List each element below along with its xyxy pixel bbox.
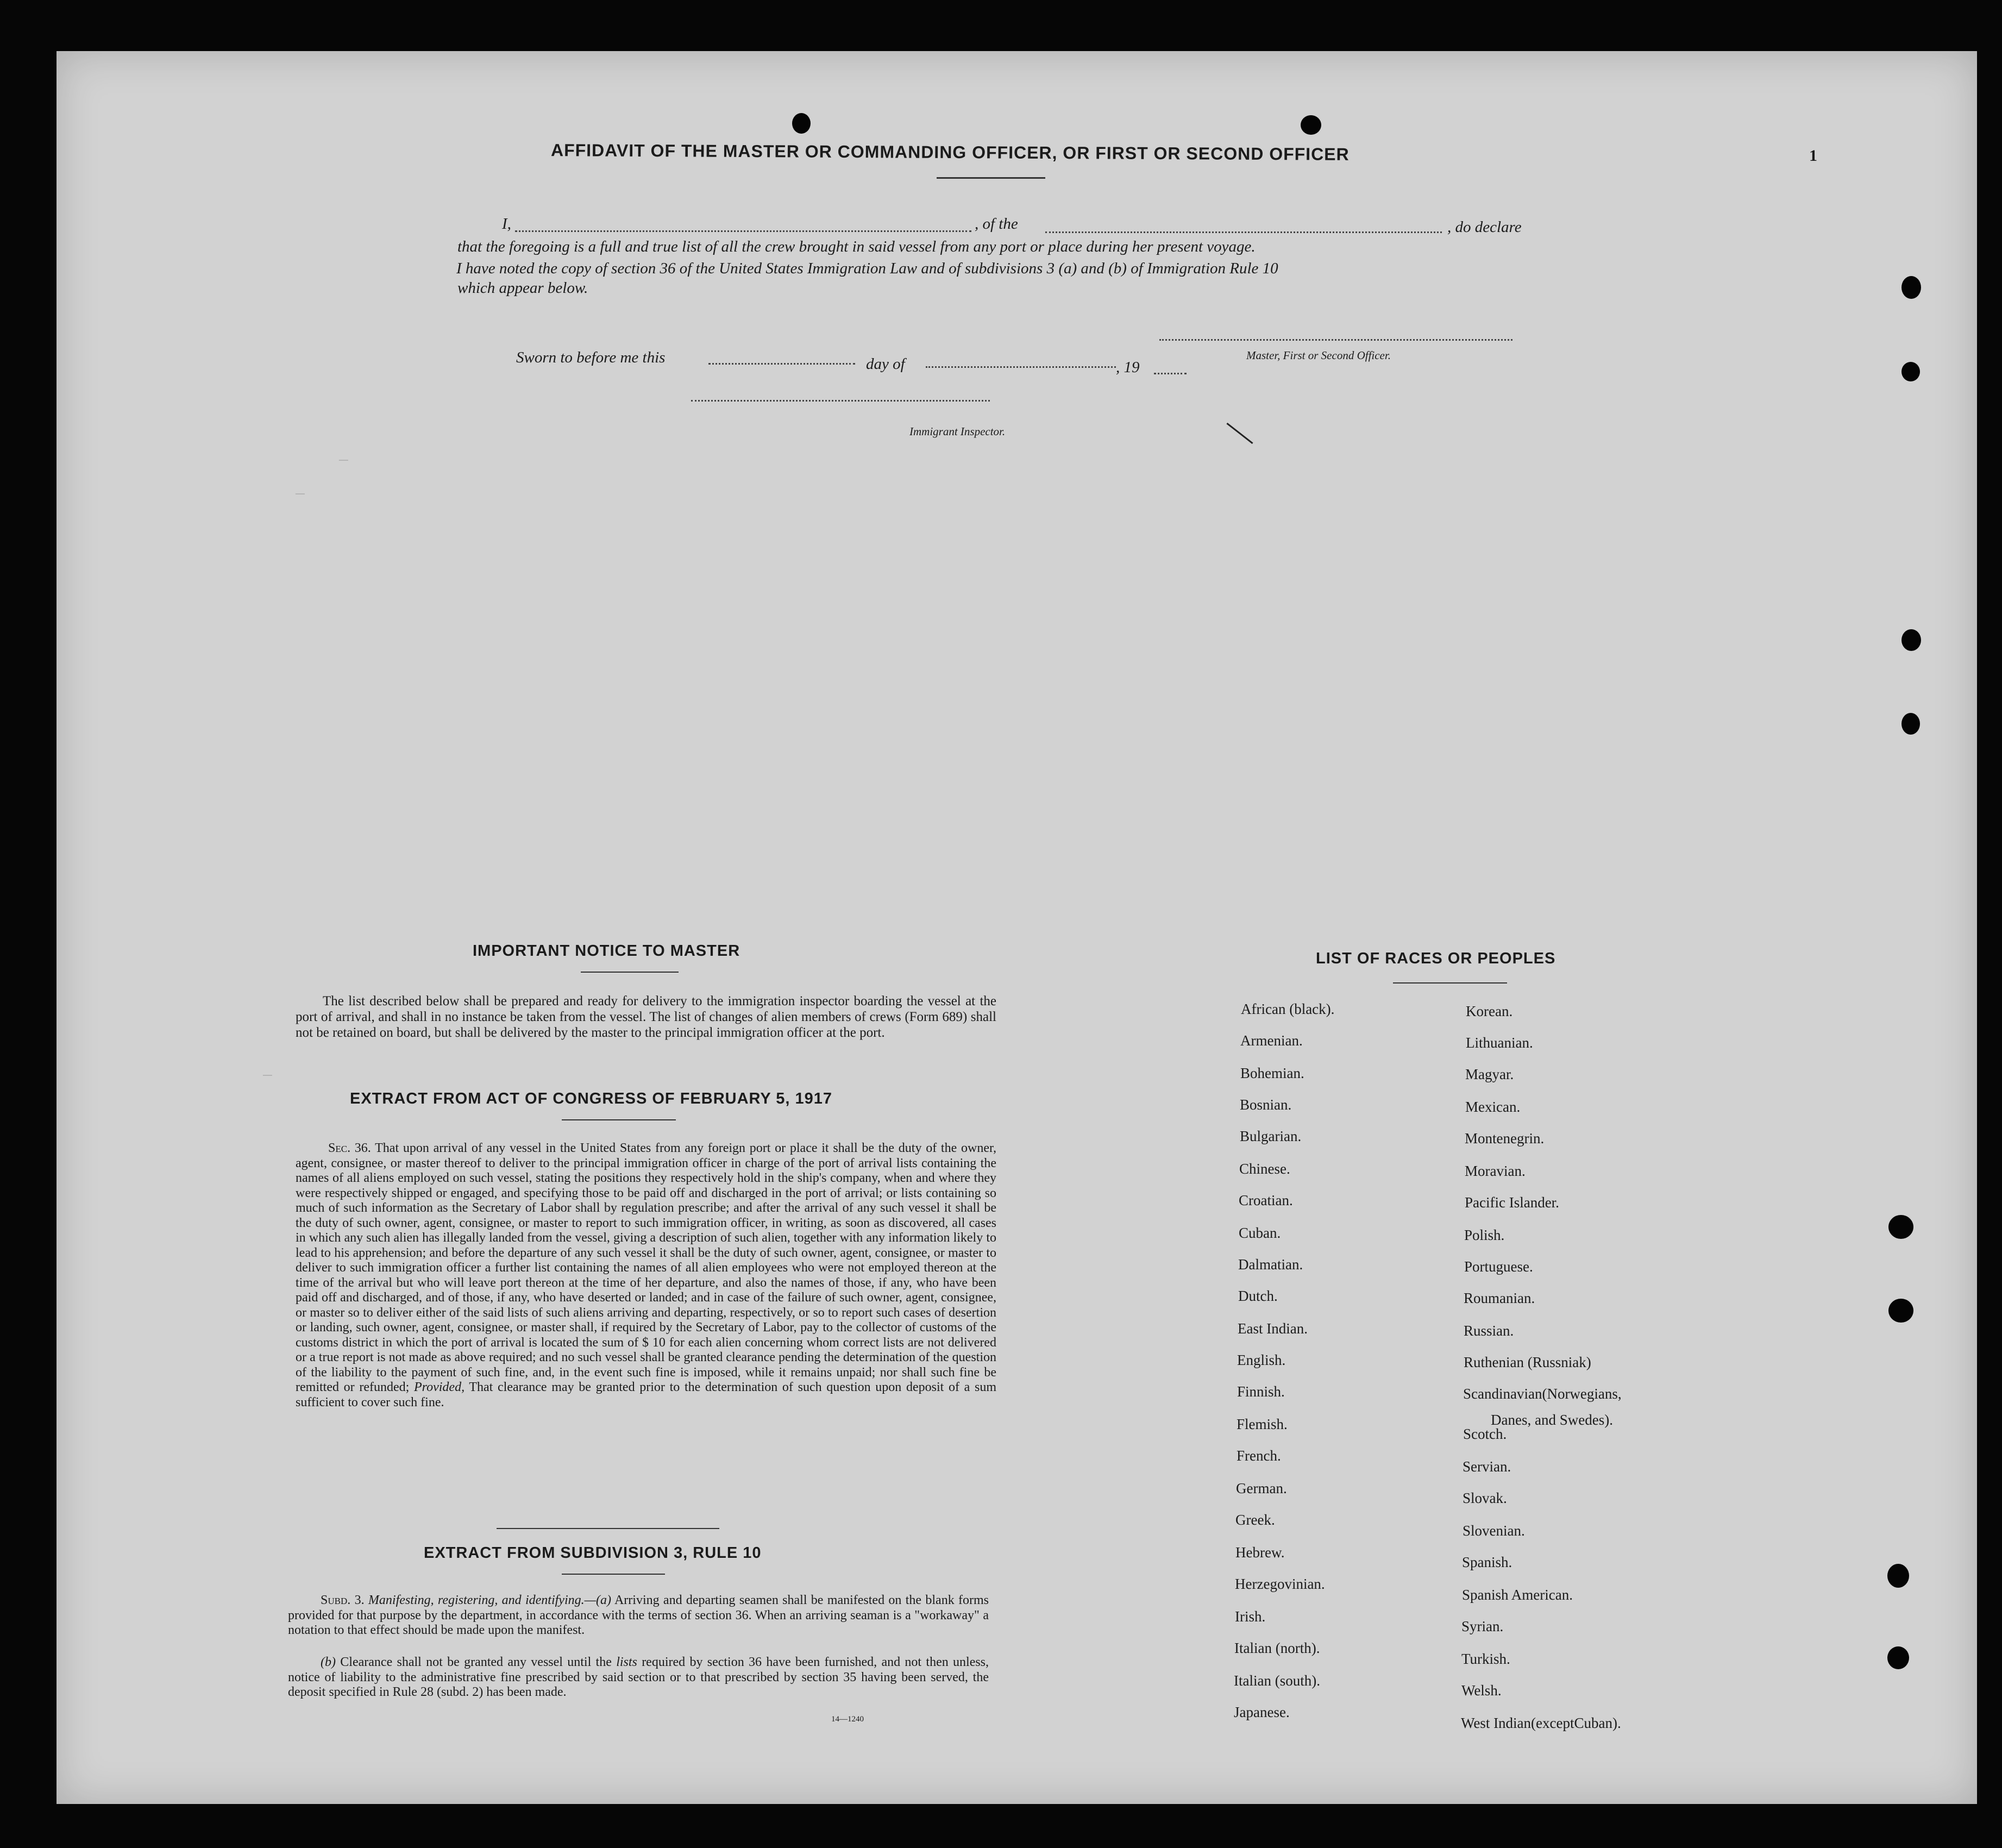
sec-36-text: That upon arrival of any vessel in the United States from any foreign port or place it shall be the duty of the owner, agent, consignee, or master thereof to deliver to the principal immigration officer in charge of the port of arrival lists containing the names of all aliens employed on such vessel, stating the positions they respectively hold in the ship's company, when and where they were respectively shipped or engaged, and specifying those to be paid off and discharged in the port of arrival; or lists containing so much of such information as the Secretary of Labor shall by regulation prescribe; and after the arrival of any such vessel it shall be the duty of such owner, agent, consignee, or master to report to such immigration officer, in writing, as soon as discovered, all cases in which any such alien has illegally landed from the vessel, giving a description of such alien, together with any information likely to lead to his apprehension; and before the departure of any such vessel it shall be the duty of such owner, agent, consignee, or master to deliver to such immigration officer a further list containing the names of all alien employees who were not employed thereon at the time of the arrival but who will leave port thereon at the time of her departure, and also the names of those, if any, who have been paid off and discharged, and of those, if any, who have deserted or landed; and in case of the failure of such owner, agent, consignee, or master so to deliver either of the said lists of such aliens arriving and departing, respectively, or so to report such cases of desertion or landing, such owner, agent, consignee, or master shall, if required by the Secretary of Labor, pay to the collector of customs of the customs district in which the port of arrival is located the sum of $ 10 for each alien concerning whom correct lists are not delivered or a true report is not made as above required; and no such vessel shall be granted clearance pending the determination of the question of the liability to the payment of such fine, and, in the event such fine is imposed, while it remains unpaid; nor shall such fine be remitted or refunded; <box>296 1141 997 1394</box>
race-item: English. <box>1237 1352 1286 1368</box>
of-the-label: , of the <box>975 215 1018 233</box>
race-item: Pacific Islander. <box>1465 1194 1559 1211</box>
race-item: West Indian(exceptCuban). <box>1461 1715 1621 1731</box>
subd-heading: Manifesting, registering, and identifying.—(a) <box>368 1593 611 1607</box>
punch-hole <box>792 113 811 134</box>
race-item: German. <box>1236 1480 1287 1496</box>
race-item: Scandinavian(Norwegians, <box>1463 1386 1622 1402</box>
pen-mark <box>1226 423 1253 444</box>
race-item: Roumanian. <box>1464 1290 1535 1306</box>
sworn-label: Sworn to before me this <box>516 349 666 366</box>
bleed-through-mark: — <box>263 1067 272 1084</box>
race-item: Herzegovinian. <box>1235 1576 1325 1592</box>
race-item: Dalmatian. <box>1238 1256 1303 1273</box>
affidavit-line2: that the foregoing is a full and true list of all the crew brought in said vessel from any port or place during her present voyage. <box>457 238 1256 255</box>
race-item: Scotch. <box>1463 1426 1507 1442</box>
race-item: Slovak. <box>1463 1490 1507 1506</box>
subd-label: Subd. 3. <box>321 1593 365 1607</box>
i-label: I, <box>502 215 511 233</box>
race-item: Armenian. <box>1240 1032 1303 1049</box>
race-item: Servian. <box>1463 1458 1511 1475</box>
race-item: Cuban. <box>1239 1225 1281 1241</box>
race-item: Chinese. <box>1239 1161 1290 1177</box>
subd-b-text-2: required by section 36 have been furnished, and not then unless, notice of liability to the administrative fine prescribed by said section or to that prescribed by section 35 having been served, the deposit specified in Rule 28 (subd. 2) has been made. <box>288 1655 989 1699</box>
race-item: Bulgarian. <box>1240 1128 1302 1144</box>
race-item: Portuguese. <box>1464 1258 1533 1275</box>
race-item: Italian (south). <box>1234 1672 1320 1689</box>
punch-hole <box>1887 1646 1909 1669</box>
races-rule <box>1393 982 1507 983</box>
race-item-continuation: Danes, and Swedes). <box>1491 1412 1613 1428</box>
rule-title: EXTRACT FROM SUBDIVISION 3, RULE 10 <box>424 1544 762 1562</box>
race-item: Magyar. <box>1465 1066 1514 1082</box>
race-item: Bohemian. <box>1240 1065 1304 1081</box>
race-item: Greek. <box>1235 1512 1275 1528</box>
bleed-through-mark: — <box>339 452 348 469</box>
act-end-rule <box>497 1528 719 1529</box>
punch-hole <box>1888 1215 1913 1239</box>
rule-text-b <box>288 1655 989 1700</box>
document-page <box>57 51 1977 1804</box>
inspector-signature-line <box>691 400 990 402</box>
month-field-line <box>926 366 1116 368</box>
race-item: Lithuanian. <box>1466 1035 1533 1051</box>
race-item: Montenegrin. <box>1465 1130 1545 1147</box>
race-item: Bosnian. <box>1240 1097 1292 1113</box>
year-label: , 19 <box>1116 359 1140 376</box>
punch-hole <box>1901 713 1920 735</box>
race-item: Spanish. <box>1462 1554 1513 1570</box>
race-item: Japanese. <box>1234 1704 1290 1720</box>
subd-b-text-1: Clearance shall not be granted any vessel until the <box>340 1655 612 1669</box>
race-item: Mexican. <box>1465 1099 1521 1115</box>
form-number: 14—1240 <box>831 1715 864 1724</box>
race-item: Ruthenian (Russniak) <box>1464 1354 1591 1370</box>
race-item: Korean. <box>1466 1003 1513 1019</box>
affidavit-line3: I have noted the copy of section 36 of the United States Immigration Law and of subdivisions 3 (a) and (b) of Immigration Rule 10 <box>456 260 1278 277</box>
race-item: Dutch. <box>1238 1288 1278 1304</box>
title-rule <box>937 177 1045 179</box>
punch-hole <box>1888 1299 1913 1323</box>
affidavit-line4: which appear below. <box>457 279 588 297</box>
race-item: African (black). <box>1241 1001 1335 1017</box>
name-field-line <box>515 230 971 232</box>
race-item: Flemish. <box>1237 1416 1288 1432</box>
year-field-line <box>1154 373 1187 374</box>
notice-text: The list described below shall be prepared and ready for delivery to the immigration inspector boarding the vessel at the port of arrival, and shall in no instance be taken from the vessel. The list of changes of alien members of crews (Form 689) shall not be retained on board, but shall be delivered by the master to the principal immigration officer at the port. <box>296 994 996 1040</box>
rule-rule <box>562 1574 665 1575</box>
notice-title: IMPORTANT NOTICE TO MASTER <box>473 942 740 960</box>
master-signature-line <box>1159 339 1513 341</box>
race-item: Turkish. <box>1461 1651 1510 1667</box>
race-item: Croatian. <box>1239 1192 1293 1208</box>
subd-b-label: (b) <box>321 1655 336 1669</box>
race-item: Moravian. <box>1465 1163 1526 1179</box>
declare-label: , do declare <box>1447 218 1522 236</box>
inspector-label: Immigrant Inspector. <box>909 425 1006 438</box>
race-item: French. <box>1237 1448 1281 1464</box>
race-item: Russian. <box>1464 1323 1514 1339</box>
day-of-label: day of <box>866 355 905 373</box>
race-item: Italian (north). <box>1234 1640 1320 1656</box>
race-item: Irish. <box>1235 1608 1266 1625</box>
provided-text: That clearance may be granted prior to the determination of such question upon deposit of a sum sufficient to cover such fine. <box>296 1380 997 1410</box>
race-item: Polish. <box>1464 1227 1505 1243</box>
race-item: Spanish American. <box>1462 1587 1573 1603</box>
day-field-line <box>708 363 855 365</box>
punch-hole <box>1301 115 1321 135</box>
punch-hole <box>1901 276 1921 299</box>
affidavit-title: AFFIDAVIT OF THE MASTER OR COMMANDING OFFICER, OR FIRST OR SECOND OFFICER <box>550 140 1350 164</box>
bleed-through-mark: — <box>296 486 305 503</box>
act-text <box>296 1141 996 1410</box>
page-mark: 1 <box>1809 147 1817 165</box>
punch-hole <box>1901 362 1920 381</box>
affidavit-line1 <box>480 215 1589 235</box>
act-title: EXTRACT FROM ACT OF CONGRESS OF FEBRUARY 5, 1917 <box>350 1090 833 1107</box>
race-item: Hebrew. <box>1235 1544 1285 1561</box>
race-item: Finnish. <box>1237 1383 1285 1400</box>
rule-text-a <box>288 1593 989 1638</box>
punch-hole <box>1887 1564 1909 1588</box>
races-title: LIST OF RACES OR PEOPLES <box>1316 950 1556 967</box>
subd-a-text: Arriving and departing seamen shall be manifested on the blank forms provided for that purpose by the department, in accordance with the terms of section 36. When an arriving seaman is a "workaway" a notation to that effect should be made upon the manifest. <box>288 1593 989 1637</box>
lists-word: lists <box>616 1655 637 1669</box>
vessel-field-line <box>1045 231 1442 233</box>
master-label: Master, First or Second Officer. <box>1246 349 1391 362</box>
sec-label: Sec. 36. <box>328 1141 371 1155</box>
notice-rule <box>581 972 679 973</box>
punch-hole <box>1901 629 1921 651</box>
race-item: Welsh. <box>1461 1682 1502 1699</box>
provided-word: Provided, <box>413 1380 465 1394</box>
race-item: East Indian. <box>1238 1320 1308 1337</box>
act-rule <box>562 1119 676 1120</box>
race-item: Syrian. <box>1461 1618 1504 1634</box>
race-item: Slovenian. <box>1463 1523 1525 1539</box>
